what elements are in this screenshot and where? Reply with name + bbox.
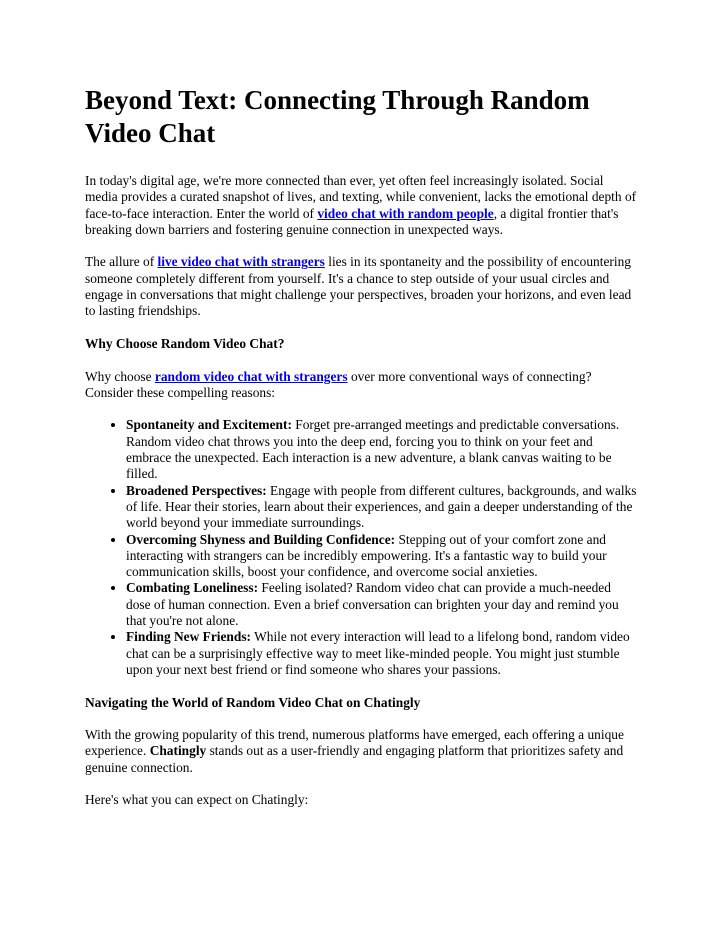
list-item-text: Stepping out of your comfort zone and interacting with strangers can be incredibly empowering. It's a fantastic way to build your communication skills, boost your confidence, and overcome social anxieties. <box>126 531 607 580</box>
list-item-term: Broadened Perspectives: <box>126 482 267 498</box>
link-live-video-chat-strangers[interactable]: live video chat with strangers <box>157 254 325 270</box>
list-item <box>126 629 637 678</box>
expect-paragraph: Here's what you can expect on Chatingly: <box>85 792 309 808</box>
intro-text-before: In today's digital age, we're more connected than ever, yet often feel increasingly isolated. Social media provides a curated snapshot of lives, and texting, while convenient, lacks the emotional depth of face-to-face interaction. Enter the world of <box>85 173 637 221</box>
reasons-list <box>85 417 637 678</box>
list-item <box>126 532 637 581</box>
why-paragraph <box>85 369 637 402</box>
page-title: Beyond Text: Connecting Through Random Video Chat <box>85 85 590 148</box>
list-item-term: Spontaneity and Excitement: <box>126 417 292 433</box>
list-item <box>126 483 637 532</box>
list-item-text: Engage with people from different cultures, backgrounds, and walks of life. Hear their stories, learn about their experiences, and gain a deeper understanding of the world beyond your immediate surroundings. <box>126 482 637 531</box>
intro-text-after: , a digital frontier that's breaking down barriers and fostering genuine connection in unexpected ways. <box>85 205 619 237</box>
platforms-text-before: With the growing popularity of this trend, numerous platforms have emerged, each offering a unique experience. <box>85 727 624 759</box>
platforms-paragraph <box>85 727 637 776</box>
list-item-text: Forget pre-arranged meetings and predictable conversations. Random video chat throws you into the deep end, forcing you to think on your feet and embrace the unexpected. Each interaction is a new adventure, a blank canvas waiting to be filled. <box>126 417 620 482</box>
list-item <box>126 580 637 629</box>
allure-paragraph <box>85 254 637 319</box>
section-heading-why: Why Choose Random Video Chat? <box>85 335 285 351</box>
link-random-video-chat-strangers[interactable]: random video chat with strangers <box>154 368 348 384</box>
intro-paragraph <box>85 173 637 238</box>
allure-text-before: The allure of <box>85 254 158 270</box>
list-item-term: Overcoming Shyness and Building Confidence: <box>126 531 396 547</box>
list-item-term: Combating Loneliness: <box>126 580 259 596</box>
allure-text-after: lies in its spontaneity and the possibility of encountering someone completely different from yourself. It's a chance to step outside of your usual circles and engage in conversations that might challenge your perspectives, broaden your horizons, and even lead to lasting friendships. <box>85 254 632 319</box>
platforms-text-after: stands out as a user-friendly and engaging platform that prioritizes safety and genuine connection. <box>85 743 624 775</box>
why-text-before: Why choose <box>85 368 155 384</box>
list-item-text: While not every interaction will lead to a lifelong bond, random video chat can be a surprisingly effective way to meet like-minded people. You might just stumble upon your next best friend or find someone who shares your passions. <box>126 629 630 677</box>
list-item-text: Feeling isolated? Random video chat can provide a much-needed dose of human connection. Even a brief conversation can brighten your day and remind you that you're not alone. <box>126 580 619 629</box>
link-video-chat-random-people[interactable]: video chat with random people <box>317 205 494 221</box>
why-text-after: over more conventional ways of connecting? Consider these compelling reasons: <box>85 368 592 400</box>
list-item <box>126 417 637 482</box>
brand-name: Chatingly <box>149 743 207 759</box>
section-heading-navigating: Navigating the World of Random Video Chat on Chatingly <box>85 694 421 710</box>
list-item-term: Finding New Friends: <box>126 629 251 645</box>
document-page <box>85 84 637 825</box>
